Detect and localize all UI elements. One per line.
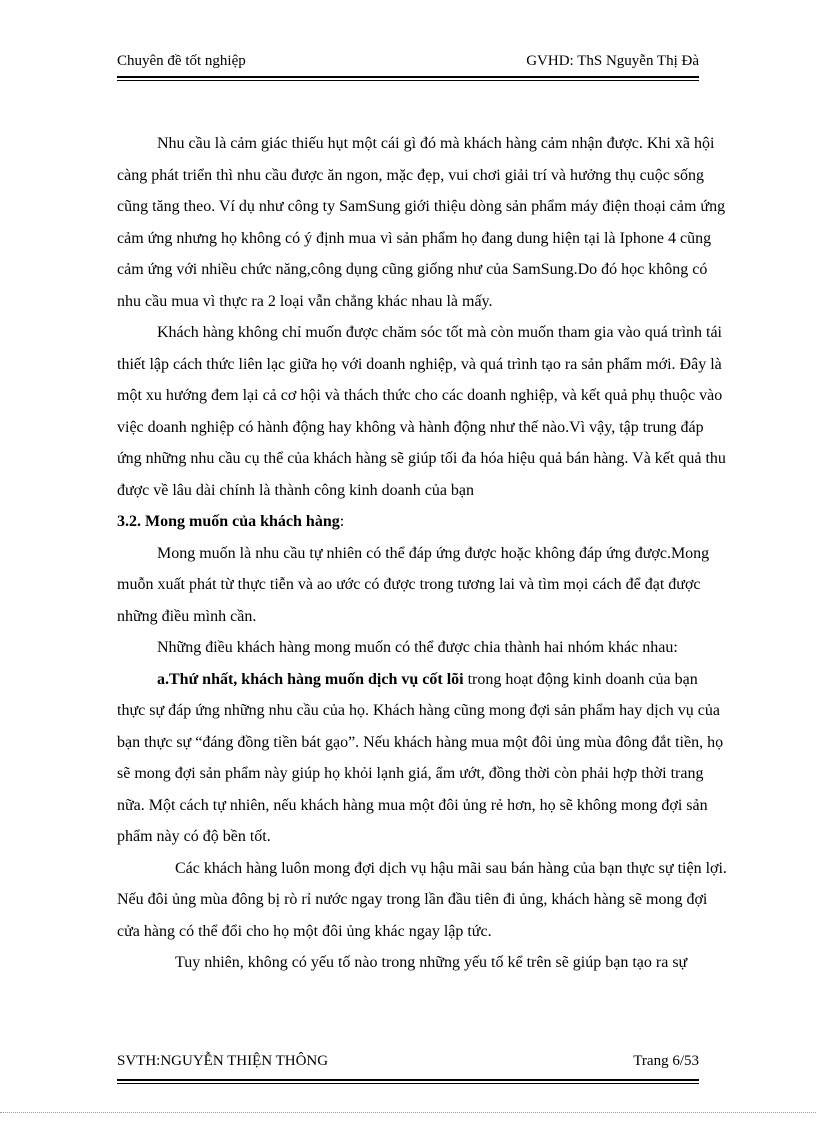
core-service-text: trong hoạt động kinh doanh của bạn thực sự đáp ứng những nhu cầu của họ. Khách hàng cũng mong đợi sản phẩm hay dịch vụ của bạn thực sự “đáng đồng tiền bát gạo”. Nếu khách hàng mua một đôi ủng mùa đông đắt tiền, họ sẽ mong đợi sản phẩm này giúp họ khỏi lạnh giá, ẩm ướt, đồng thời còn phải hợp thời trang nữa. Một cách tự nhiên, nếu khách hàng mua một đôi ủng rẻ hơn, họ sẽ không mong đợi sản phẩm này có độ bền tốt.: [117, 670, 724, 845]
header-rule: [117, 76, 699, 81]
paragraph-however: Tuy nhiên, không có yếu tố nào trong những yếu tố kể trên sẽ giúp bạn tạo ra sự: [175, 954, 688, 971]
paragraph-after-sales: Các khách hàng luôn mong đợi dịch vụ hậu mãi sau bán hàng của bạn thực sự tiện lợi. Nếu đôi ủng mùa đông bị rò rỉ nước ngay trong lần đầu tiên đi ủng, khách hàng sẽ mong đợi cửa hàng có thể đổi cho họ một đôi ủng khác ngay lập tức.: [117, 859, 727, 940]
footer-page-number: Trang 6/53: [633, 1053, 699, 1069]
section-heading-title: 3.2. Mong muốn của khách hàng: [117, 513, 340, 530]
footer-student-name: SVTH:NGUYỄN THIỆN THÔNG: [117, 1053, 329, 1069]
page-footer: [117, 1053, 699, 1070]
paragraph-needs-definition: Nhu cầu là cảm giác thiếu hụt một cái gì đó mà khách hàng cảm nhận được. Khi xã hội càng phát triển thì nhu cầu được ăn ngon, mặc đẹp, vui chơi giải trí và hưởng thụ cuộc sống cũng tăng theo. Ví dụ như công ty SamSung giới thiệu dòng sản phẩm máy điện thoại cảm ứng cảm ứng nhưng họ không có ý định mua vì sản phẩm họ đang dung hiện tại là Iphone 4 cũng cảm ứng với nhiều chức năng,công dụng cũng giống như của SamSung.Do đó học không có nhu cầu mua vì thực ra 2 loại vẫn chẳng khác nhau là mấy.: [117, 135, 726, 310]
paragraph-wants-definition: Mong muốn là nhu cầu tự nhiên có thể đáp ứng được hoặc không đáp ứng được.Mong muỗn xuất phát từ thực tiễn và ao ước có được trong tương lai và tìm mọi cách để đạt được những điều mình cần.: [117, 544, 710, 625]
section-heading: [117, 506, 729, 538]
paragraph-customer-participation: Khách hàng không chỉ muốn được chăm sóc tốt mà còn muốn tham gia vào quá trình tái thiết lập cách thức liên lạc giữa họ với doanh nghiệp, và quá trình tạo ra sản phẩm mới. Đây là một xu hướng đem lại cả cơ hội và thách thức cho các doanh nghiệp, và kết quả phụ thuộc vào việc doanh nghiệp có hành động hay không và hành động như thế nào.Vì vậy, tập trung đáp ứng những nhu cầu cụ thể của khách hàng sẽ giúp tối đa hóa hiệu quả bán hàng. Và kết quả thu được về lâu dài chính là thành công kinh doanh của bạn: [117, 324, 726, 499]
paragraph-core-service: [117, 664, 729, 853]
paragraph-wants-groups: Những điều khách hàng mong muốn có thể được chia thành hai nhóm khác nhau:: [157, 639, 678, 656]
core-service-lead: a.Thứ nhất, khách hàng muốn dịch vụ cốt lõi: [157, 670, 464, 688]
footer-rule: [117, 1079, 699, 1084]
page-break-line: [0, 1112, 816, 1113]
page-header: [117, 53, 699, 70]
header-course-title: Chuyên đề tốt nghiệp: [117, 53, 246, 69]
header-supervisor: GVHD: ThS Nguyễn Thị Đà: [526, 53, 699, 69]
document-body: [117, 128, 729, 979]
section-heading-colon: :: [339, 513, 345, 530]
